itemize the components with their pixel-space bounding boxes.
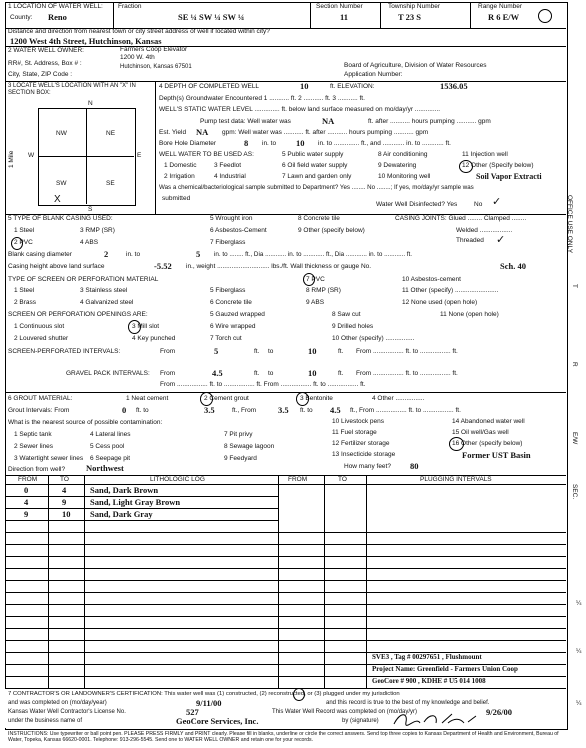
- open-none: 11 None (open hole): [440, 311, 499, 318]
- grout-to-2: 4.5: [330, 405, 341, 415]
- log-row-from: 0: [24, 485, 29, 495]
- use-label: WELL WATER TO BE USED AS:: [159, 151, 254, 158]
- s5-title: 5 TYPE OF BLANK CASING USED:: [8, 215, 113, 222]
- application-label: Application Number:: [344, 71, 403, 78]
- grout-bentonite: 3 Bentonite: [300, 395, 333, 402]
- township-value: T 23 S: [398, 12, 421, 22]
- section-grid: [38, 108, 136, 206]
- log-row-desc: Sand, Light Gray Brown: [90, 497, 181, 507]
- howmany-value: 80: [410, 461, 419, 471]
- rr-label: RR#, St. Address, Box # :: [8, 60, 82, 67]
- screen-none: 12 None used (open hole): [402, 299, 478, 306]
- owner-address: 1200 W. 4th: [120, 54, 155, 61]
- grout-from-2: 3.5: [278, 405, 289, 415]
- log-row-to: 10: [62, 509, 71, 519]
- compass-e: E: [137, 152, 142, 159]
- casing-welded: Welded ..................: [456, 227, 513, 234]
- quadrant-sw: SW: [56, 180, 67, 187]
- depth-label: 4 DEPTH OF COMPLETED WELL: [159, 83, 260, 90]
- src-insecticide: 13 Insecticide storage: [332, 451, 396, 458]
- bore-diameter: 8: [244, 138, 249, 148]
- src-other: 16 Other (specify below): [452, 440, 523, 447]
- range-value: R 6 E/W: [488, 12, 520, 22]
- plug-header: PLUGGING INTERVALS: [420, 476, 492, 483]
- static-label: WELL'S STATIC WATER LEVEL .............. ft. below land surface measured on mo/day/yr ..............: [159, 106, 441, 113]
- log-row-from: 4: [24, 497, 29, 507]
- screen-steel: 1 Steel: [14, 287, 35, 294]
- record-date: 9/26/00: [486, 707, 512, 717]
- compass-s: S: [88, 206, 93, 213]
- board-label: Board of Agriculture, Division of Water Resources: [344, 62, 487, 69]
- distance-label: Distance and direction from nearest town or city street address of well if located within city?: [8, 28, 270, 35]
- cert-line-3a: Kansas Water Well Contractor's License No.: [8, 709, 126, 715]
- casing-asbestos: 6 Asbestos-Cement: [210, 227, 267, 234]
- county-label: County:: [10, 14, 33, 21]
- src-pit: 7 Pit privy: [224, 431, 253, 438]
- sidebar-quarter-1: ¼: [576, 600, 582, 607]
- bore-label: Bore Hole Diameter: [159, 140, 217, 147]
- src-seepage: 6 Seepage pit: [90, 455, 131, 462]
- spi-to: 10: [308, 346, 317, 356]
- openings-label: SCREEN OR PERFORATION OPENINGS ARE:: [8, 311, 148, 318]
- src-fuel: 11 Fuel storage: [332, 429, 377, 436]
- casing-wrought: 5 Wrought iron: [210, 215, 253, 222]
- compass-w: W: [28, 152, 35, 159]
- height-rest: in., weight ............................. lbs./ft. Wall thickness or gauge No.: [186, 263, 372, 270]
- open-louvered: 2 Louvered shutter: [14, 335, 69, 342]
- use-other: 12 Other (Specify below): [462, 162, 534, 169]
- owner-city: Hutchinson, Kansas 67501: [120, 64, 192, 70]
- address-value: 1200 West 4th Street, Hutchinson, Kansas: [10, 36, 162, 46]
- src-feedyard: 9 Feedyard: [224, 455, 257, 462]
- diameter-rest: in. to ........ ft., Dia ............ in. to ............ ft., Dia ............ in. to ............ ft.: [214, 251, 413, 258]
- open-drilled: 9 Drilled holes: [332, 323, 374, 330]
- sidebar-quarter-3: ¼: [576, 700, 582, 707]
- city-label: City, State, ZIP Code :: [8, 71, 73, 78]
- src-oilgas: 15 Oil well/Gas well: [452, 429, 509, 436]
- casing-abs: 4 ABS: [80, 239, 99, 246]
- quadrant-nw: NW: [56, 130, 67, 137]
- gp-from: 4.5: [212, 368, 223, 378]
- use-monitoring: 10 Monitoring well: [378, 173, 431, 180]
- chem-label: Was a chemical/bacteriological sample submitted to Department? Yes ........ No ........; If yes, mo/day/yr sample was: [159, 184, 474, 191]
- src-lagoon: 8 Sewage lagoon: [224, 443, 275, 450]
- screen-fiberglass: 5 Fiberglass: [210, 287, 246, 294]
- compass-n: N: [88, 100, 93, 107]
- src-other-circle: [449, 437, 464, 451]
- log-row-to: 9: [62, 497, 67, 507]
- pump-rest: ft. after ........... hours pumping ........... gpm: [368, 118, 491, 125]
- fraction-label: Fraction: [118, 3, 142, 10]
- submitted-label: submitted: [162, 195, 191, 202]
- range-label: Range Number: [478, 3, 523, 10]
- open-continuous: 1 Continuous slot: [14, 323, 65, 330]
- screen-stainless: 3 Stainless steel: [80, 287, 128, 294]
- height-label: Casing height above land surface: [8, 263, 105, 270]
- log-lith-header: LITHOLOGIC LOG: [150, 476, 205, 483]
- gp-to: 10: [308, 368, 317, 378]
- bore-depth: 10: [296, 138, 305, 148]
- section-label: Section Number: [316, 3, 363, 10]
- business-name: GeoCore Services, Inc.: [176, 716, 259, 726]
- casing-steel: 1 Steel: [14, 227, 35, 234]
- open-torch: 7 Torch cut: [210, 335, 242, 342]
- cert-line-3b: This Water Well Record was completed on (mo/day/yr): [272, 709, 418, 715]
- use-oilfield: 6 Oil field water supply: [282, 162, 348, 169]
- s6-title: 6 GROUT MATERIAL:: [8, 395, 73, 402]
- instructions: INSTRUCTIONS: Use typewriter or ball point pen. PLEASE PRESS FIRMLY and PRINT clearly. Please fill in blanks, underline or circle the correct answers. Send top three copies to Kansas Department of Health and Environment, Bureau of Water, Topeka, Kansas 66620-0001. Telephone: 913-296-5545. Send one to WATER WELL OWNER and retain one for your records.: [8, 731, 559, 743]
- owner-name: Farmers Coop Elevator: [120, 46, 188, 53]
- src-livestock: 10 Livestock pens: [332, 418, 385, 425]
- src-septic: 1 Septic tank: [14, 431, 52, 438]
- height-value: -5.52: [154, 261, 172, 271]
- log-row-from: 9: [24, 509, 29, 519]
- open-sawcut: 8 Saw cut: [332, 311, 361, 318]
- sidebar-ew: E/W: [571, 432, 578, 445]
- open-keypunched: 4 Key punched: [132, 335, 176, 342]
- use-air: 8 Air conditioning: [378, 151, 428, 158]
- casing-pvc: 2 PVC: [14, 239, 33, 246]
- screen-pvc-circle: [303, 273, 315, 286]
- open-millslot: 3 Mill slot: [132, 323, 160, 330]
- quadrant-ne: NE: [106, 130, 116, 137]
- open-gauzed: 5 Gauzed wrapped: [210, 311, 265, 318]
- s3-title: 3 LOCATE WELL'S LOCATION WITH AN "X" IN SECTION BOX:: [8, 83, 136, 96]
- spi-label: SCREEN-PERFORATED INTERVALS:: [8, 348, 121, 355]
- log-row-desc: Sand, Dark Gray: [90, 509, 153, 519]
- direction-label: Direction from well?: [8, 466, 66, 473]
- threaded-checkmark: ✓: [496, 234, 506, 246]
- sidebar-r: R: [571, 362, 578, 367]
- screen-abs: 9 ABS: [306, 299, 325, 306]
- src-lateral: 4 Lateral lines: [90, 431, 131, 438]
- screen-brass: 2 Brass: [14, 299, 37, 306]
- direction-value: Northwest: [86, 463, 124, 473]
- cert-line-1: 7 CONTRACTOR'S OR LANDOWNER'S CERTIFICATION: This water well was (1) constructed, (2) reconstructed, or (3) plugged under my jurisdiction: [8, 691, 400, 697]
- completed-date: 9/11/00: [196, 698, 222, 708]
- grout-bentonite-circle: [296, 392, 309, 406]
- use-irrigation: 2 Irrigation: [164, 173, 195, 180]
- log-row-desc: Sand, Dark Brown: [90, 485, 159, 495]
- open-wire: 6 Wire wrapped: [210, 323, 256, 330]
- tag-stamp: SVE3 , Tag # 00297651 , Flushmount: [372, 653, 482, 661]
- range-ew-circle: [538, 9, 552, 23]
- casing-concrete: 8 Concrete tile: [298, 215, 340, 222]
- log-row-to: 4: [62, 485, 67, 495]
- disinfect-checkmark: ✓: [492, 196, 502, 208]
- s1-title: 1 LOCATION OF WATER WELL:: [8, 3, 103, 10]
- office-use-label: OFFICE USE ONLY: [566, 195, 573, 254]
- use-12-circle: [459, 160, 473, 173]
- use-dewatering: 9 Dewatering: [378, 162, 417, 169]
- log-to-header: TO: [60, 476, 69, 483]
- other-source-value: Former UST Basin: [462, 450, 531, 460]
- mile-label: 1 Mile: [8, 150, 15, 168]
- screen-asbestos: 10 Asbestos-cement: [402, 276, 461, 283]
- section-value: 11: [340, 12, 349, 22]
- plug-to-header: TO: [338, 476, 347, 483]
- disinfect-no: No: [474, 201, 483, 208]
- disinfect-label: Water Well Disinfected? Yes: [376, 201, 458, 208]
- location-x-mark: X: [54, 194, 61, 205]
- license-number: 527: [186, 707, 199, 717]
- casing-other: 9 Other (specify below): [298, 227, 365, 234]
- bore-rest: in. to .............. ft., and ............ in. to ............ ft.: [318, 140, 451, 147]
- use-feedlot: 3 Feedlot: [214, 162, 242, 169]
- cert-line-4a: under the business name of: [8, 718, 83, 724]
- casing-joints: CASING JOINTS: Glued ........ Clamped ........: [395, 215, 527, 222]
- depth-value: 10: [300, 81, 309, 91]
- sidebar-sec: SEC.: [571, 484, 578, 500]
- src-abandoned: 14 Abandoned water well: [452, 418, 525, 425]
- cert-line-2a: and was completed on (mo/day/year): [8, 700, 107, 706]
- screen-galvanized: 4 Galvanized steel: [80, 299, 134, 306]
- elevation-label: ft. ELEVATION:: [330, 83, 375, 90]
- screen-other: 11 Other (specify) ........................: [402, 287, 499, 294]
- quadrant-se: SE: [106, 180, 115, 187]
- screen-label: TYPE OF SCREEN OR PERFORATION MATERIAL: [8, 276, 159, 283]
- cert-line-2b: and this record is true to the best of my knowledge and belief.: [326, 700, 490, 706]
- cert-line-4b: by (signature): [342, 718, 379, 724]
- diameter-to: 5: [196, 249, 201, 259]
- casing-threaded: Threaded: [456, 237, 484, 244]
- src-cesspool: 5 Cess pool: [90, 443, 125, 450]
- source-label: What is the nearest source of possible contamination:: [8, 419, 163, 426]
- grout-intervals-label: Grout Intervals: From: [8, 407, 70, 414]
- casing-rmp: 3 RMP (SR): [80, 227, 115, 234]
- open-other: 10 Other (specify) ................: [332, 335, 415, 342]
- casing-pvc-circle: [11, 237, 23, 250]
- project-stamp: Project Name: Greenfield - Farmers Union Coop: [372, 665, 518, 673]
- other-use-value: Soil Vapor Extracti: [476, 172, 542, 181]
- screen-concrete: 6 Concrete tile: [210, 299, 252, 306]
- grout-neat: 1 Neat cement: [126, 395, 169, 402]
- src-watertight: 3 Watertight sewer lines: [14, 455, 84, 462]
- screen-rmp: 8 RMP (SR): [306, 287, 341, 294]
- signature: [390, 710, 480, 728]
- use-public: 5 Public water supply: [282, 151, 344, 158]
- src-sewer: 2 Sewer lines: [14, 443, 54, 450]
- grout-other: 4 Other ................: [372, 395, 425, 402]
- county-value: Reno: [48, 12, 67, 22]
- pump-label: Pump test data: Well water was: [200, 118, 291, 125]
- log-from-header: FROM: [18, 476, 38, 483]
- yield-label: Est. Yield: [159, 129, 187, 136]
- howmany-label: How many feet?: [344, 463, 391, 470]
- pump-na: NA: [322, 116, 335, 126]
- grout-to-1: 3.5: [204, 405, 215, 415]
- gauge-value: Sch. 40: [500, 261, 526, 271]
- plug-from-header: FROM: [288, 476, 308, 483]
- geocore-stamp: GeoCore # 900 , KDHE # U5 014 1008: [372, 677, 486, 685]
- yield-na: NA: [196, 127, 209, 137]
- use-domestic: 1 Domestic: [164, 162, 197, 169]
- constructed-circle: [293, 688, 305, 701]
- s2-title: 2 WATER WELL OWNER:: [8, 47, 84, 54]
- groundwater-label: Depth(s) Groundwater Encountered 1 ........... ft. 2 ........... ft. 3 ........... ft.: [159, 95, 365, 102]
- casing-fiberglass: 7 Fiberglass: [210, 239, 246, 246]
- fraction-value: SE ¼ SW ¼ SW ¼: [178, 12, 245, 22]
- src-fertilizer: 12 Fertilizer storage: [332, 440, 390, 447]
- grout-cement: 2 Cement grout: [204, 395, 249, 402]
- grout-cement-circle: [200, 392, 213, 406]
- use-lawn: 7 Lawn and garden only: [282, 173, 352, 180]
- yield-rest: gpm: Well water was ........... ft. after ........... hours pumping ........... gpm: [222, 129, 429, 136]
- township-label: Township Number: [388, 3, 441, 10]
- grout-from-1: 0: [122, 405, 127, 415]
- use-injection: 11 Injection well: [462, 151, 508, 158]
- use-industrial: 4 Industrial: [214, 173, 246, 180]
- screen-pvc: 7 PVC: [306, 276, 325, 283]
- gp-label: GRAVEL PACK INTERVALS:: [66, 370, 150, 377]
- spi-from: 5: [214, 346, 219, 356]
- sidebar-quarter-2: ¼: [576, 648, 582, 655]
- millslot-circle: [128, 320, 141, 334]
- elevation-value: 1536.05: [440, 81, 468, 91]
- diameter-value: 2: [104, 249, 109, 259]
- sidebar-t: T: [571, 284, 578, 288]
- diameter-label: Blank casing diameter: [8, 251, 72, 258]
